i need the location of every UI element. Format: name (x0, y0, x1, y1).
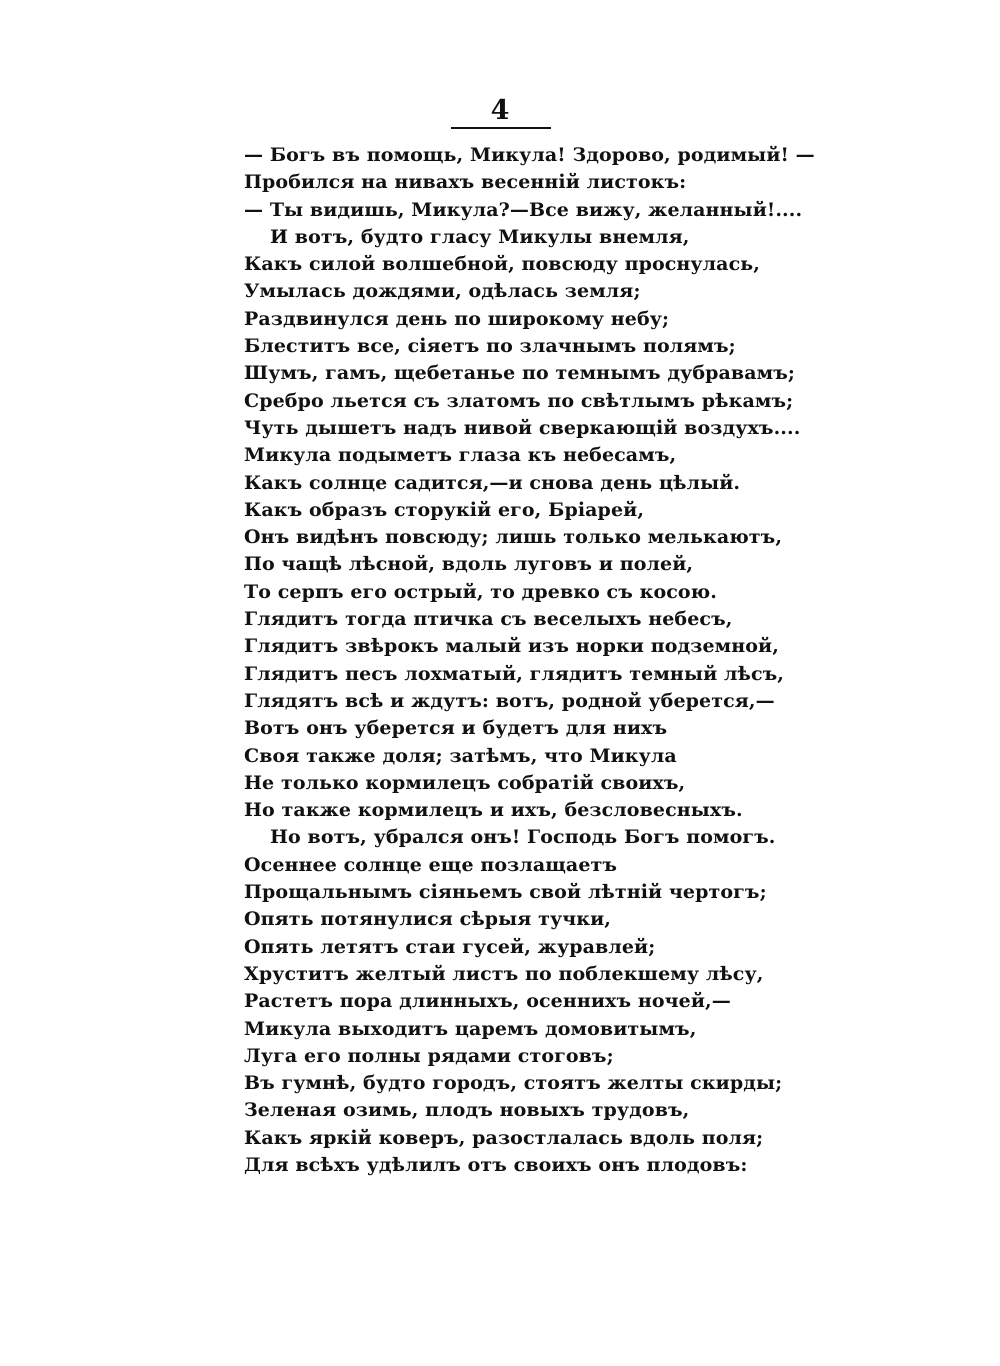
verse-line: Блеститъ все, сіяетъ по злачнымъ полямъ; (244, 335, 736, 358)
page-number: 4 (490, 95, 510, 126)
verse-line: Какъ силой волшебной, повсюду проснулась, (244, 253, 760, 276)
verse-line: Но также кормилецъ и ихъ, безсловесныхъ. (244, 799, 743, 822)
verse-line: Онъ видѣнъ повсюду; лишь только мелькаютъ, (244, 526, 783, 549)
verse-line: Своя также доля; затѣмъ, что Микула (244, 744, 677, 767)
verse-line: Глядятъ всѣ и ждутъ: вотъ, родной уберется,— (244, 689, 775, 712)
verse-line: Умылась дождями, одѣлась земля; (244, 280, 641, 303)
verse-line: Не только кормилецъ собратій своихъ, (244, 771, 686, 794)
poem-text (244, 142, 815, 1179)
verse-line: Растетъ пора длинныхъ, осеннихъ ночей,— (244, 990, 731, 1013)
verse-line: Луга его полны рядами стоговъ; (244, 1044, 614, 1067)
verse-line: Вотъ онъ уберется и будетъ для нихъ (244, 717, 668, 740)
verse-line: Микула выходитъ царемъ домовитымъ, (244, 1017, 697, 1040)
verse-line: Опять потянулися сѣрыя тучки, (244, 908, 612, 931)
verse-line: Какъ яркій коверъ, разостлалась вдоль поля; (244, 1126, 764, 1149)
verse-line: Хруститъ желтый листъ по поблекшему лѣсу, (244, 962, 764, 985)
verse-line: Сребро льется съ златомъ по свѣтлымъ рѣкамъ; (244, 389, 794, 412)
verse-line: По чащѣ лѣсной, вдоль луговъ и полей, (244, 553, 694, 576)
verse-line: Въ гумнѣ, будто городъ, стоятъ желты скирды; (244, 1072, 783, 1095)
page-number-rule (451, 127, 551, 129)
verse-line: Осеннее солнце еще позлащаетъ (244, 853, 618, 876)
verse-line: Опять летятъ стаи гусей, журавлей; (244, 935, 656, 958)
verse-line: Прощальнымъ сіяньемъ свой лѣтній чертогъ; (244, 881, 767, 904)
verse-line: — Ты видишь, Микула?—Все вижу, желанный!.... (244, 198, 803, 221)
verse-line: Микула подыметъ глаза къ небесамъ, (244, 444, 677, 467)
verse-line: Чуть дышетъ надъ нивой сверкающій воздухъ.... (244, 416, 801, 439)
verse-line: И вотъ, будто гласу Микулы внемля, (270, 225, 690, 248)
verse-line: Какъ образъ сторукій его, Бріарей, (244, 498, 645, 521)
verse-line: Раздвинулся день по широкому небу; (244, 307, 670, 330)
verse-line: Глядитъ звѣрокъ малый изъ норки подземной, (244, 635, 779, 658)
verse-line: Для всѣхъ удѣлилъ отъ своихъ онъ плодовъ: (244, 1153, 748, 1176)
verse-line: Какъ солнце садится,—и снова день цѣлый. (244, 471, 741, 494)
verse-line: Глядитъ тогда птичка съ веселыхъ небесъ, (244, 608, 733, 631)
verse-line: Пробился на нивахъ весенній листокъ: (244, 171, 687, 194)
verse-line: То серпъ его острый, то древко съ косою. (244, 580, 717, 603)
verse-line: Глядитъ песъ лохматый, глядитъ темный лѣсъ, (244, 662, 785, 685)
verse-line: — Богъ въ помощь, Микула! Здорово, родимый! — (244, 144, 815, 166)
verse-line: Зеленая озимь, плодъ новыхъ трудовъ, (244, 1099, 690, 1122)
verse-line: Шумъ, гамъ, щебетанье по темнымъ дубравамъ; (244, 362, 796, 385)
verse-line: Но вотъ, убрался онъ! Господь Богъ помогъ. (270, 826, 776, 849)
